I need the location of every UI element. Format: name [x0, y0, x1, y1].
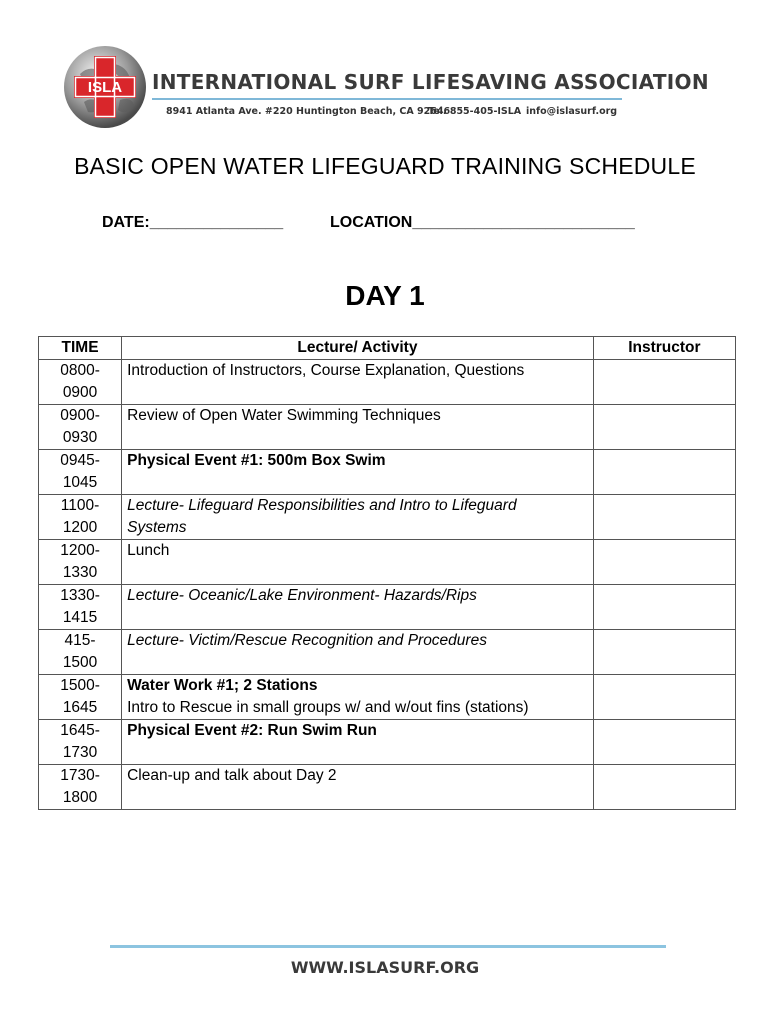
- activity-text: Water Work #1; 2 Stations: [127, 677, 318, 694]
- activity-text: Lecture- Oceanic/Lake Environment- Hazards/Rips: [127, 587, 477, 604]
- activity-text: Clean-up and talk about Day 2: [127, 767, 337, 784]
- time-cell: [39, 675, 122, 720]
- activity-cell: [122, 495, 594, 540]
- activity-cell: [122, 630, 594, 675]
- date-field: DATE:_______________: [102, 214, 284, 231]
- activity-cell: [122, 585, 594, 630]
- schedule-body: [39, 360, 736, 810]
- organization-contact: [166, 106, 617, 117]
- instructor-cell[interactable]: [593, 585, 735, 630]
- time-cell: [39, 630, 122, 675]
- table-row: [39, 540, 736, 585]
- schedule-table: [38, 336, 736, 810]
- activity-text: Lunch: [127, 542, 170, 559]
- location-field: LOCATION_________________________: [330, 214, 635, 231]
- instructor-cell[interactable]: [593, 540, 735, 585]
- time-start: 1645-: [60, 722, 100, 739]
- time-column-header: TIME: [39, 337, 122, 360]
- activity-text-continued: Systems: [127, 519, 187, 536]
- activity-cell: [122, 405, 594, 450]
- time-end: 1730: [62, 744, 98, 761]
- instructor-cell[interactable]: [593, 675, 735, 720]
- activity-text-continued: Intro to Rescue in small groups w/ and w/out fins (stations): [127, 699, 529, 716]
- activity-cell: [122, 765, 594, 810]
- time-end: 1200: [62, 519, 98, 536]
- table-row: [39, 585, 736, 630]
- time-start: 1200-: [60, 542, 100, 559]
- table-row: [39, 360, 736, 405]
- time-end: 1415: [62, 609, 98, 626]
- time-cell: [39, 540, 122, 585]
- activity-column-header: Lecture/ Activity: [122, 337, 594, 360]
- activity-text: Physical Event #2: Run Swim Run: [127, 722, 377, 739]
- instructor-column-header: Instructor: [593, 337, 735, 360]
- time-start: 0900-: [60, 407, 100, 424]
- instructor-cell[interactable]: [593, 630, 735, 675]
- table-row: [39, 720, 736, 765]
- activity-text: Review of Open Water Swimming Techniques: [127, 407, 441, 424]
- footer-divider: [110, 945, 666, 948]
- time-cell: [39, 360, 122, 405]
- activity-cell: [122, 720, 594, 765]
- time-end: 1045: [62, 474, 98, 491]
- time-cell: [39, 765, 122, 810]
- organization-address: 8941 Atlanta Ave. #220 Huntington Beach, CA 92646: [166, 106, 451, 117]
- time-start: 1100-: [60, 497, 100, 514]
- activity-text: Introduction of Instructors, Course Explanation, Questions: [127, 362, 525, 379]
- time-start: 1330-: [60, 587, 100, 604]
- table-row: [39, 405, 736, 450]
- organization-email: info@islasurf.org: [526, 106, 618, 117]
- footer-website: WWW.ISLASURF.ORG: [290, 958, 480, 977]
- instructor-cell[interactable]: [593, 450, 735, 495]
- logo-text: ISLA: [87, 79, 123, 96]
- activity-cell: [122, 450, 594, 495]
- time-start: 1730-: [60, 767, 100, 784]
- time-cell: [39, 720, 122, 765]
- activity-text: Physical Event #1: 500m Box Swim: [127, 452, 386, 469]
- activity-text: Lecture- Victim/Rescue Recognition and Procedures: [127, 632, 487, 649]
- time-cell: [39, 495, 122, 540]
- time-start: 1500-: [60, 677, 100, 694]
- activity-cell: [122, 360, 594, 405]
- time-end: 1330: [62, 564, 98, 581]
- organization-name: INTERNATIONAL SURF LIFESAVING ASSOCIATION: [152, 70, 709, 94]
- table-row: [39, 450, 736, 495]
- activity-cell: [122, 540, 594, 585]
- schedule-header-row: [39, 337, 736, 360]
- time-start: 0800-: [60, 362, 100, 379]
- table-row: [39, 675, 736, 720]
- isla-logo: [62, 44, 148, 130]
- instructor-cell[interactable]: [593, 405, 735, 450]
- instructor-cell[interactable]: [593, 495, 735, 540]
- activity-text: Lecture- Lifeguard Responsibilities and Intro to Lifeguard: [127, 497, 517, 514]
- table-row: [39, 630, 736, 675]
- instructor-cell[interactable]: [593, 765, 735, 810]
- header-divider: [152, 98, 622, 100]
- table-row: [39, 765, 736, 810]
- instructor-cell[interactable]: [593, 720, 735, 765]
- time-end: 1800: [62, 789, 98, 806]
- time-start: 415-: [64, 632, 96, 649]
- time-end: 1500: [62, 654, 98, 671]
- organization-phone: Tel. 855-405-ISLA: [428, 106, 522, 117]
- time-cell: [39, 585, 122, 630]
- activity-cell: [122, 675, 594, 720]
- time-cell: [39, 405, 122, 450]
- time-end: 0930: [62, 429, 98, 446]
- time-end: 0900: [62, 384, 98, 401]
- document-title: BASIC OPEN WATER LIFEGUARD TRAINING SCHEDULE: [74, 153, 696, 179]
- table-row: [39, 495, 736, 540]
- time-end: 1645: [62, 699, 98, 716]
- time-start: 0945-: [60, 452, 100, 469]
- instructor-cell[interactable]: [593, 360, 735, 405]
- day-heading: DAY 1: [345, 280, 425, 311]
- time-cell: [39, 450, 122, 495]
